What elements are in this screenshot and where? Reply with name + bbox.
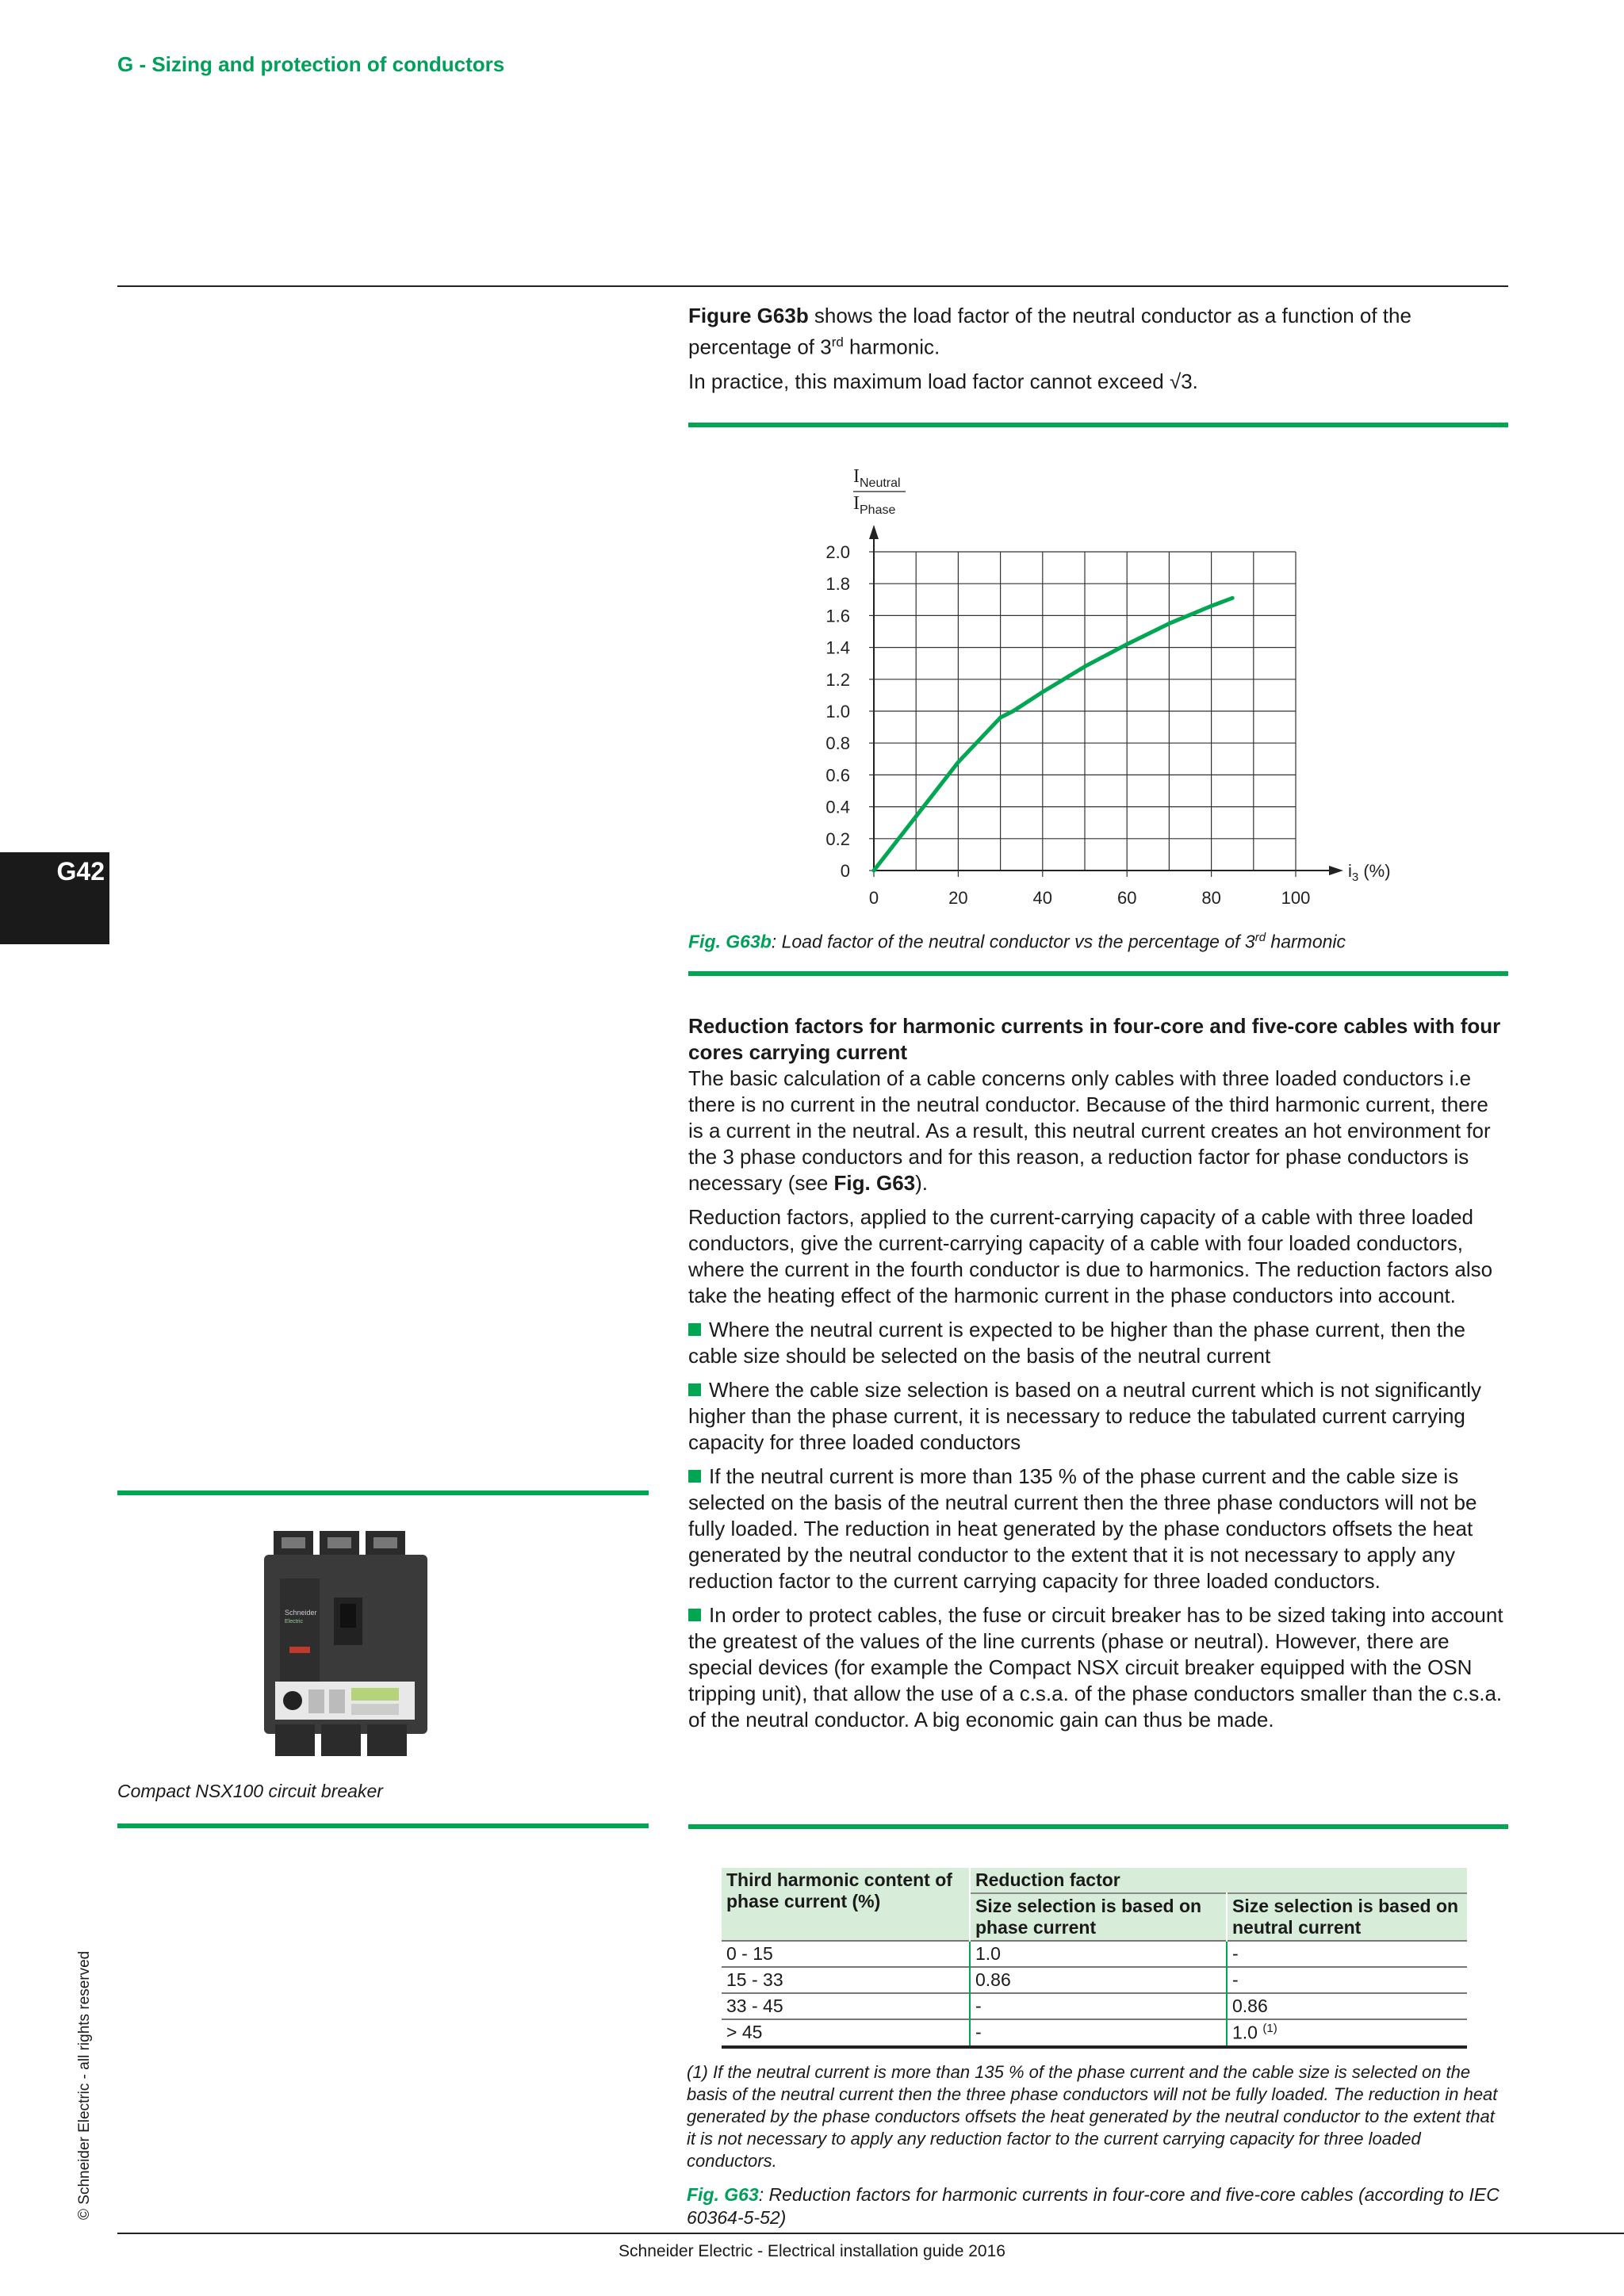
section-p1-text: The basic calculation of a cable concerns only cables with three loaded conductors i.e there is no current in the neutral conductor. Because of the third harmonic current, there is a current in the neutral. As a result, this neutral current creates an hot environment for the 3 phase conductors and for this reason, a reduction factor for phase conductors is necessary (see xyxy=(688,1066,1491,1195)
load-factor-curve xyxy=(874,598,1232,871)
y-tick-label: 0.4 xyxy=(825,797,850,817)
section-paragraph-2: Reduction factors, applied to the current-carrying capacity of a cable with three loaded conductors, give the current-carrying capacity of a cable with four loaded conductors, where the current in the fourth conductor is due to harmonics. The reduction factors also take the heating effect of the harmonic current in the phase conductors into account. xyxy=(688,1205,1493,1307)
table-cell: - xyxy=(1227,1941,1467,1967)
breaker-brand: Schneider xyxy=(285,1609,317,1617)
bullet-item xyxy=(688,1377,1508,1456)
table-cell: 33 - 45 xyxy=(722,1993,970,2019)
bullet-text: If the neutral current is more than 135 % of the phase current and the cable size is selected on the basis of the neutral current then the three phase conductors will not be fully loaded. The reduction in heat generated by the phase conductors offsets the heat generated by the neutral conductor to the extent that it is not necessary to apply any reduction factor to the current carrying capacity for three loaded conductors. xyxy=(688,1464,1477,1593)
bullet-item xyxy=(688,1317,1508,1369)
y-tick-label: 1.2 xyxy=(825,669,850,690)
x-tick-label: 0 xyxy=(868,888,879,904)
table-cell: 0.86 xyxy=(970,1967,1227,1993)
footer-guide: Schneider Electric - Electrical installation guide 2016 xyxy=(619,2242,1005,2260)
page-tab-label: G42 xyxy=(56,857,105,886)
sidebar-top-rule xyxy=(117,1490,649,1495)
x-axis-label: $i_3$ (%) xyxy=(1348,861,1391,884)
x-tick-label: 40 xyxy=(1032,888,1053,904)
bullet-text: Where the cable size selection is based on a neutral current which is not significantly higher than the phase current, it is necessary to reduce the tabulated current carrying capacity for three loaded conductors xyxy=(688,1378,1482,1454)
y-tick-label: 1.4 xyxy=(825,637,850,658)
breaker-brand-sub: Electric xyxy=(285,1619,303,1624)
circuit-breaker-photo xyxy=(258,1526,440,1760)
y-tick-label: 0.8 xyxy=(825,733,850,754)
section-bottom-rule xyxy=(688,1824,1508,1829)
section-p1-end: ). xyxy=(915,1171,928,1195)
fig-g63b-caption xyxy=(688,931,1508,953)
bullet-text: Where the neutral current is expected to be higher than the phase current, then the cable size should be selected on the basis of the neutral current xyxy=(688,1318,1465,1368)
bullet-square-icon xyxy=(688,1383,701,1396)
bullet-square-icon xyxy=(688,1323,701,1336)
table-cell: - xyxy=(1227,1967,1467,1993)
y-tick-label: 0 xyxy=(840,861,850,881)
x-tick-label: 80 xyxy=(1201,888,1221,904)
table-cell: - xyxy=(970,2019,1227,2047)
bullet-square-icon xyxy=(688,1609,701,1621)
col3-header: Size selection is based on neutral current xyxy=(1227,1893,1467,1941)
y-axis-label-numerator: $I_{Neutral}$ xyxy=(853,466,901,490)
figure-bottom-rule xyxy=(688,971,1508,976)
table-cell: > 45 xyxy=(722,2019,970,2047)
y-tick-label: 2.0 xyxy=(825,542,850,562)
reduction-factor-table-wrap xyxy=(722,1868,1467,2049)
copyright-notice: © Schneider Electric - all rights reserved xyxy=(76,1950,93,2220)
section-paragraph-1 xyxy=(688,1066,1508,1196)
group-header: Reduction factor xyxy=(970,1868,1467,1893)
fig-g63b-text: : Load factor of the neutral conductor vs the percentage of 3 xyxy=(771,931,1255,952)
table-footnote-ref: (1) xyxy=(1262,2022,1277,2035)
y-tick-label: 0.6 xyxy=(825,765,850,786)
intro-p1-end: harmonic. xyxy=(843,335,940,359)
bullet-item xyxy=(688,1464,1508,1594)
section-body xyxy=(688,1013,1508,1741)
table-row xyxy=(722,1993,1467,2019)
y-tick-label: 0.2 xyxy=(825,828,850,849)
table-row xyxy=(722,2019,1467,2047)
col2-header: Size selection is based on phase current xyxy=(970,1893,1227,1941)
col1-header: Third harmonic content of phase current (%) xyxy=(722,1868,970,1941)
y-tick-label: 1.0 xyxy=(825,702,850,721)
fig-g63b-sup: rd xyxy=(1254,931,1266,944)
fig-g63-caption xyxy=(687,2183,1503,2229)
photo-caption: Compact NSX100 circuit breaker xyxy=(117,1781,383,1801)
table-cell: 0.86 xyxy=(1227,1993,1467,2019)
section-header: G - Sizing and protection of conductors xyxy=(117,52,505,76)
table-footnote: (1) If the neutral current is more than 135 % of the phase current and the cable size is selected on the basis of the neutral current then the three phase conductors will not be fully loaded. The reduction in heat generated by the phase conductors offsets the heat generated by the neutral conductor to the extent that it is not necessary to apply any reduction factor to the current carrying capacity for three loaded conductors. xyxy=(687,2062,1498,2171)
table-row xyxy=(722,1967,1467,1993)
fig-g63-text: : Reduction factors for harmonic currents in four-core and five-core cables (according to IEC 60364-5-52) xyxy=(687,2184,1500,2228)
table-cell: 15 - 33 xyxy=(722,1967,970,1993)
load-factor-chart xyxy=(793,460,1427,904)
sidebar-bottom-rule xyxy=(117,1823,649,1828)
reduction-factor-table xyxy=(722,1868,1467,2049)
header-rule xyxy=(117,285,1508,287)
y-axis-arrow xyxy=(869,525,879,539)
table-cell xyxy=(1227,2019,1467,2047)
bullet-text: In order to protect cables, the fuse or circuit breaker has to be sized taking into account the greatest of the values of the line currents (phase or neutral). However, there are special devices (for example the Compact NSX circuit breaker equipped with the OSN tripping unit), that allow the use of a c.s.a. of the phase conductors smaller than the c.s.a. of the neutral conductor. A big economic gain can thus be made. xyxy=(688,1603,1503,1732)
fig-g63b-label: Fig. G63b xyxy=(688,931,772,952)
intro-p1-text: shows the load factor of the neutral conductor as a function of the percentage of 3 xyxy=(688,304,1411,359)
x-axis-arrow xyxy=(1329,866,1343,875)
intro-p1-sup: rd xyxy=(831,335,844,350)
x-tick-label: 20 xyxy=(948,888,968,904)
y-axis-label-denominator: $I_{Phase}$ xyxy=(853,493,896,517)
table-cell: - xyxy=(970,1993,1227,2019)
x-tick-label: 100 xyxy=(1281,888,1311,904)
figure-top-rule xyxy=(688,423,1508,427)
table-row xyxy=(722,1941,1467,1967)
fig-g63b-end: harmonic xyxy=(1266,931,1346,952)
table-cell-value: 1.0 xyxy=(1232,2022,1258,2043)
figure-ref: Figure G63b xyxy=(688,304,809,327)
bullet-item xyxy=(688,1602,1508,1733)
y-tick-label: 1.8 xyxy=(825,574,850,595)
section-p1-ref: Fig. G63 xyxy=(833,1171,916,1195)
page-tab xyxy=(0,852,109,944)
table-cell: 1.0 xyxy=(970,1941,1227,1967)
intro-paragraph-1 xyxy=(688,303,1508,361)
intro-paragraph-2: In practice, this maximum load factor cannot exceed √3. xyxy=(688,369,1198,393)
fig-g63-label: Fig. G63 xyxy=(687,2184,759,2205)
section-title: Reduction factors for harmonic currents in four-core and five-core cables with four cores carrying current xyxy=(688,1014,1501,1064)
table-cell: 0 - 15 xyxy=(722,1941,970,1967)
intro-text xyxy=(688,303,1508,403)
x-tick-label: 60 xyxy=(1116,888,1137,904)
y-tick-label: 1.6 xyxy=(825,606,850,626)
bullet-square-icon xyxy=(688,1470,701,1483)
footer-rule xyxy=(117,2233,1624,2234)
